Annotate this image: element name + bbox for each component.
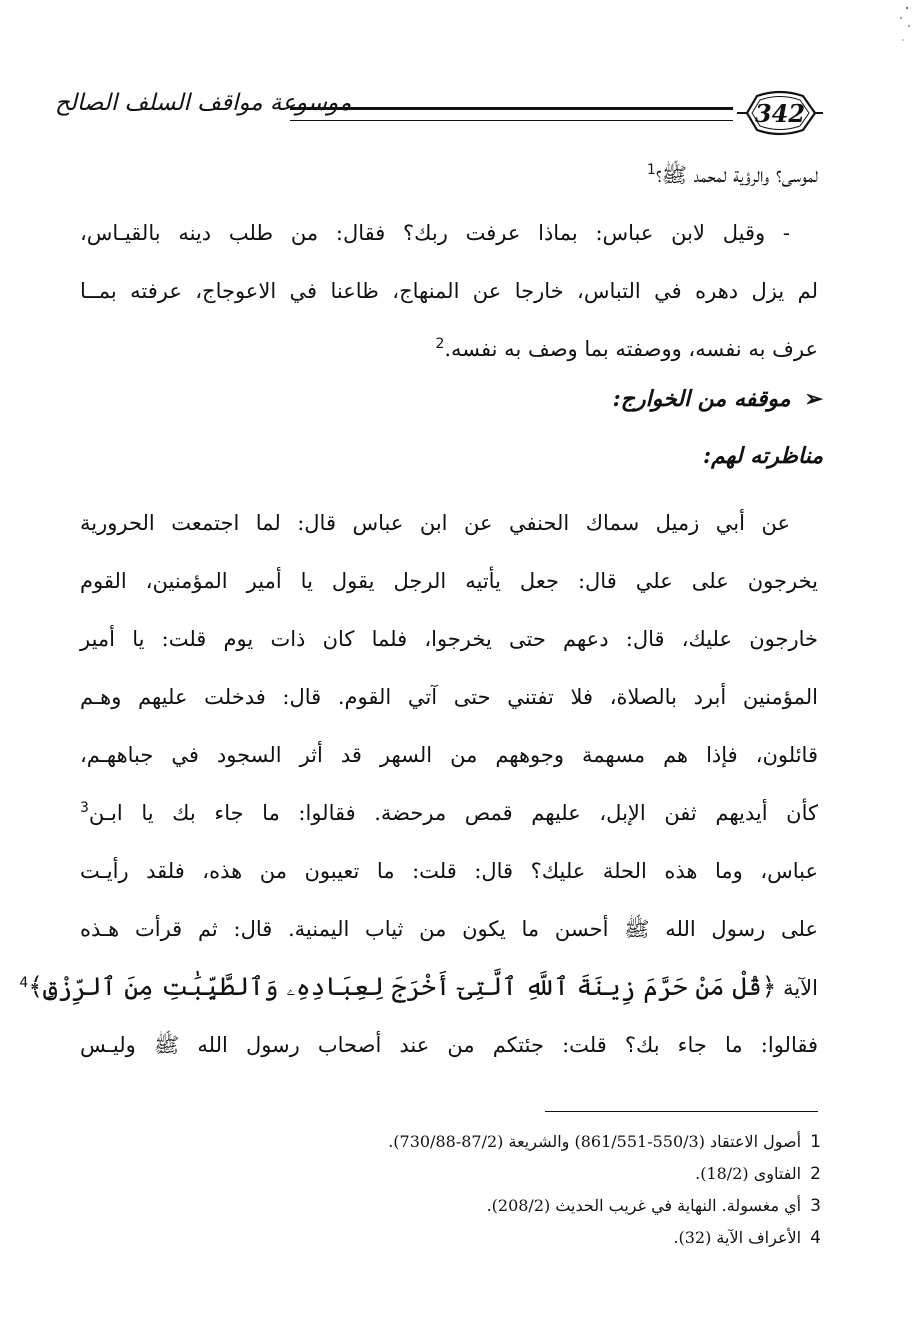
footnote-ref: 1 <box>646 162 656 178</box>
text-line: كأن أيديهم ثفن الإبل، عليهم قمص مرحضة. فقالوا: ما جاء بك يا ابـن$^3$ <box>80 800 818 825</box>
text-line: المؤمنين أبرد بالصلاة، فلا تفتني حتى آتي القوم. قال: فدخلت عليهم وهـم <box>80 685 818 709</box>
footnote-ref: 3 <box>80 800 89 816</box>
scan-marks <box>885 0 915 60</box>
footnote-item: 2 الفتاوى (18/2). <box>695 1164 821 1184</box>
body-text-top <box>80 146 818 378</box>
body-text-main <box>19 494 818 1074</box>
text-line: لم يزل دهره في التباس، خارجا عن المنهاج، ظاعنا في الاعوجاج، عرفته بمــا <box>80 279 818 303</box>
text-line: فقالوا: ما جاء بك؟ قلت: جئتكم من عند أصحاب رسول الله ﷺ وليـس <box>80 1033 818 1057</box>
section-heading: ➢موقفه من الخوارج: <box>612 386 823 412</box>
page-number-badge <box>735 88 825 138</box>
footnotes <box>261 1126 821 1254</box>
text-line: يخرجون على علي قال: جعل يأتيه الرجل يقول يا أمير المؤمنين، القوم <box>80 569 818 593</box>
text-line: قائلون، فإذا هم مسهمة وجوههم من السهر قد أثر السجود في جباههـم، <box>80 743 818 767</box>
quran-line: الآية ﴿قُلْ مَنْ حَرَّمَ زِينَةَ ٱللَّهِ ٱلَّتِىٓ أَخْرَجَ لِعِبَادِهِۦ وَٱلطَّيِّبَٰتِ مِنَ ٱلرِّزْقِ﴾$^4$ <box>19 972 818 1001</box>
text-line: على رسول الله ﷺ أحسن ما يكون من ثياب اليمنية. قال: ثم قرأت هـذه <box>80 917 818 941</box>
header-rule <box>290 107 733 121</box>
footnote-item: 3 أي مغسولة. النهاية في غريب الحديث (208/2). <box>486 1196 821 1216</box>
text-line: عرف به نفسه، ووصفته بما وصف به نفسه.$^2$ <box>435 336 818 361</box>
subheading: مناظرته لهم: <box>703 443 823 469</box>
text-line: خارجون عليك، قال: دعهم حتى يخرجوا، فلما كان ذات يوم قلت: يا أمير <box>80 627 818 651</box>
text-line: عباس، وما هذه الحلة عليك؟ قال: قلت: ما تعيبون من هذه، فلقد رأيـت <box>80 859 818 883</box>
footnote-item: 4 الأعراف الآية (32). <box>673 1228 821 1248</box>
arrow-bullet-icon: ➢ <box>804 386 823 412</box>
footnote-separator <box>545 1111 818 1112</box>
text-line: عن أبي زميل سماك الحنفي عن ابن عباس قال: لما اجتمعت الحرورية <box>80 511 790 535</box>
page-header <box>55 88 825 143</box>
book-title: موسوعة مواقف السلف الصالح <box>55 90 352 116</box>
quran-verse: ﴿قُلْ مَنْ حَرَّمَ زِينَةَ ٱللَّهِ ٱلَّتِىٓ أَخْرَجَ لِعِبَادِهِۦ وَٱلطَّيِّبَٰتِ مِنَ ٱلرِّزْقِ﴾ <box>28 972 777 1001</box>
footnote-item: 1 أصول الاعتقاد (550/3-861/551) والشريعة (87/2-730/88). <box>388 1132 821 1152</box>
footnote-ref: 4 <box>19 975 29 991</box>
text-line: لموسى؟ والرؤية لمحمد ﷺ؟$^1$ <box>646 162 818 187</box>
footnote-ref: 2 <box>435 336 445 352</box>
text-line: - وقيل لابن عباس: بماذا عرفت ربك؟ فقال: من طلب دينه بالقيـاس، <box>80 221 790 245</box>
page-number: 342 <box>754 98 806 128</box>
